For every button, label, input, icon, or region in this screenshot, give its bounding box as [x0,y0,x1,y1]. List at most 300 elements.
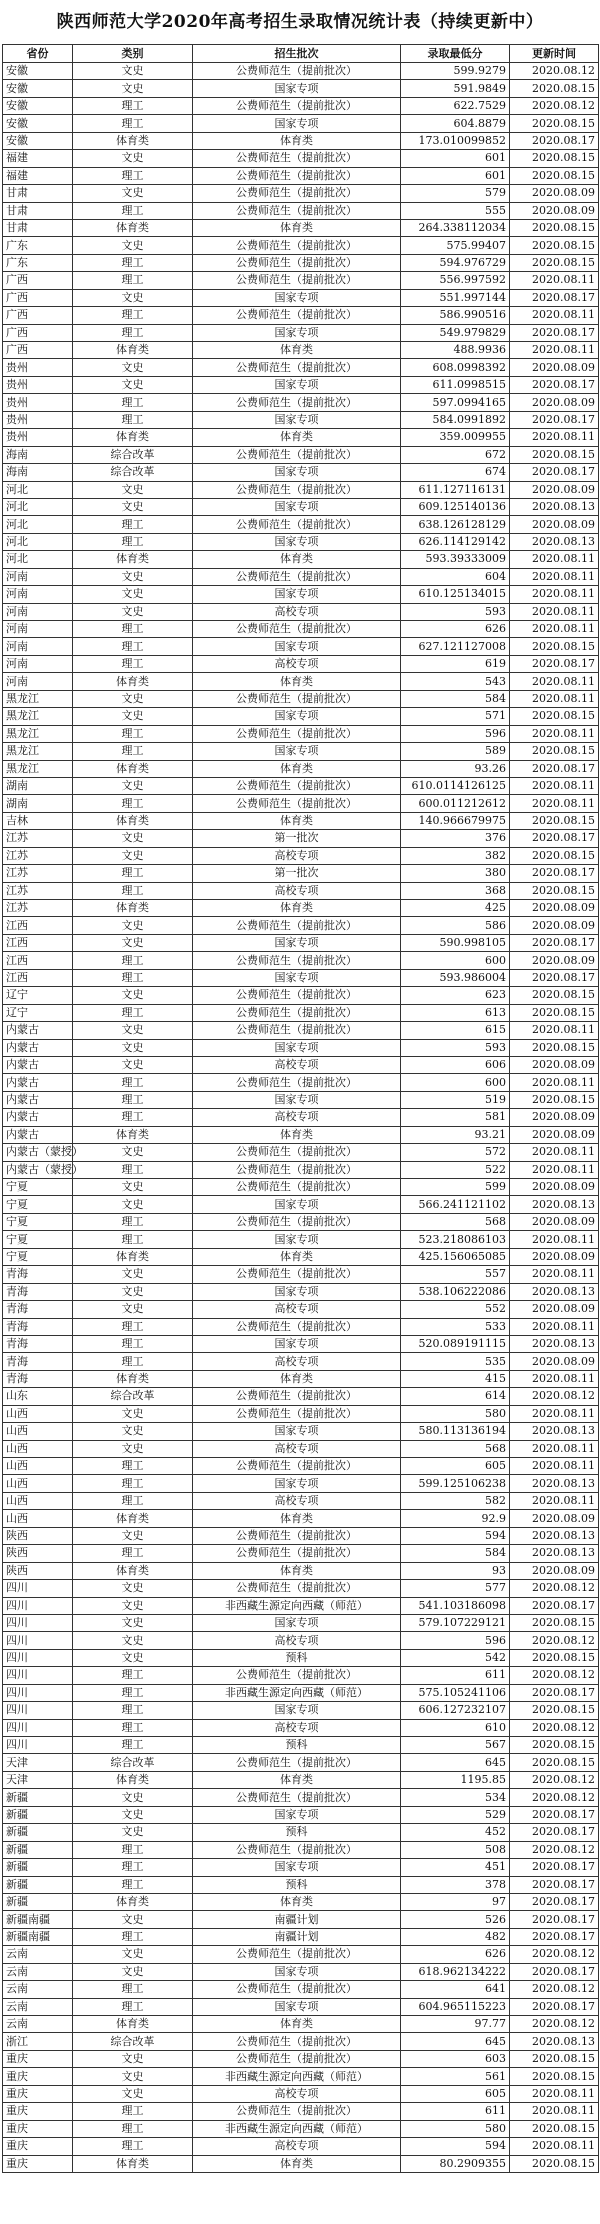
cell-category: 理工 [73,638,193,655]
cell-batch: 高校专项 [193,1632,401,1649]
cell-min-score: 368 [401,882,510,899]
cell-batch: 公费师范生（提前批次） [193,394,401,411]
table-row [3,865,599,882]
cell-batch: 国家专项 [193,289,401,306]
cell-update-time: 2020.08.17 [510,1597,599,1614]
cell-batch: 体育类 [193,1771,401,1788]
cell-province: 四川 [3,1632,73,1649]
cell-province: 安徽 [3,97,73,114]
cell-batch: 国家专项 [193,1231,401,1248]
cell-province: 广西 [3,289,73,306]
cell-min-score: 97 [401,1893,510,1910]
cell-min-score: 543 [401,673,510,690]
cell-province: 新疆 [3,1841,73,1858]
cell-category: 文史 [73,777,193,794]
cell-update-time: 2020.08.17 [510,132,599,149]
table-row [3,1335,599,1352]
cell-category: 理工 [73,1231,193,1248]
table-row [3,132,599,149]
cell-province: 青海 [3,1266,73,1283]
cell-update-time: 2020.08.09 [510,359,599,376]
cell-province: 湖南 [3,795,73,812]
table-row [3,638,599,655]
table-row [3,115,599,132]
table-row [3,1196,599,1213]
cell-min-score: 586 [401,917,510,934]
cell-batch: 公费师范生（提前批次） [193,1545,401,1562]
cell-batch: 公费师范生（提前批次） [193,777,401,794]
cell-batch: 预科 [193,1649,401,1666]
table-row [3,1841,599,1858]
cell-update-time: 2020.08.09 [510,1109,599,1126]
cell-batch: 国家专项 [193,1091,401,1108]
cell-province: 山西 [3,1510,73,1527]
table-row [3,1039,599,1056]
cell-province: 甘肃 [3,185,73,202]
cell-min-score: 645 [401,2033,510,2050]
table-row [3,1423,599,1440]
cell-min-score: 523.218086103 [401,1231,510,1248]
cell-category: 文史 [73,2050,193,2067]
cell-min-score: 526 [401,1911,510,1928]
table-row [3,1161,599,1178]
cell-category: 体育类 [73,1771,193,1788]
cell-batch: 公费师范生（提前批次） [193,1754,401,1771]
cell-update-time: 2020.08.15 [510,1039,599,1056]
cell-category: 理工 [73,1667,193,1684]
table-row [3,1510,599,1527]
cell-category: 文史 [73,708,193,725]
cell-update-time: 2020.08.15 [510,1649,599,1666]
cell-min-score: 380 [401,865,510,882]
cell-update-time: 2020.08.17 [510,324,599,341]
table-row [3,1963,599,1980]
cell-min-score: 623 [401,987,510,1004]
cell-category: 体育类 [73,429,193,446]
cell-min-score: 594 [401,1527,510,1544]
cell-province: 内蒙古 [3,1074,73,1091]
cell-update-time: 2020.08.13 [510,1423,599,1440]
cell-batch: 高校专项 [193,603,401,620]
cell-category: 体育类 [73,1370,193,1387]
header-category: 类别 [73,45,193,63]
table-row [3,289,599,306]
cell-province: 重庆 [3,2120,73,2137]
table-row [3,1179,599,1196]
table-row [3,307,599,324]
cell-batch: 国家专项 [193,934,401,951]
cell-batch: 国家专项 [193,1702,401,1719]
cell-min-score: 575.99407 [401,237,510,254]
cell-min-score: 627.121127008 [401,638,510,655]
cell-province: 青海 [3,1370,73,1387]
cell-batch: 公费师范生（提前批次） [193,446,401,463]
cell-update-time: 2020.08.17 [510,1876,599,1893]
cell-min-score: 376 [401,830,510,847]
cell-batch: 预科 [193,1824,401,1841]
cell-update-time: 2020.08.09 [510,1562,599,1579]
cell-min-score: 508 [401,1841,510,1858]
cell-batch: 高校专项 [193,1301,401,1318]
cell-category: 文史 [73,1301,193,1318]
cell-province: 河南 [3,655,73,672]
cell-category: 理工 [73,2103,193,2120]
cell-min-score: 482 [401,1928,510,1945]
table-row [3,1109,599,1126]
cell-province: 安徽 [3,132,73,149]
cell-category: 文史 [73,917,193,934]
cell-province: 山西 [3,1423,73,1440]
cell-min-score: 589 [401,743,510,760]
cell-category: 理工 [73,1335,193,1352]
cell-update-time: 2020.08.15 [510,219,599,236]
cell-province: 河北 [3,498,73,515]
cell-min-score: 557 [401,1266,510,1283]
table-row [3,882,599,899]
cell-batch: 国家专项 [193,533,401,550]
cell-min-score: 622.7529 [401,97,510,114]
cell-province: 甘肃 [3,219,73,236]
cell-batch: 公费师范生（提前批次） [193,167,401,184]
table-row [3,516,599,533]
cell-batch: 体育类 [193,812,401,829]
cell-update-time: 2020.08.17 [510,1928,599,1945]
cell-category: 体育类 [73,812,193,829]
cell-province: 四川 [3,1737,73,1754]
cell-category: 体育类 [73,760,193,777]
cell-batch: 公费师范生（提前批次） [193,690,401,707]
cell-batch: 体育类 [193,219,401,236]
cell-category: 体育类 [73,1248,193,1265]
cell-update-time: 2020.08.11 [510,272,599,289]
cell-province: 河南 [3,603,73,620]
table-row [3,1388,599,1405]
cell-province: 黑龙江 [3,743,73,760]
cell-update-time: 2020.08.15 [510,1702,599,1719]
cell-province: 内蒙古 [3,1022,73,1039]
table-row [3,1074,599,1091]
cell-min-score: 566.241121102 [401,1196,510,1213]
table-row [3,777,599,794]
cell-category: 理工 [73,725,193,742]
table-row [3,1126,599,1143]
table-header-row [3,45,599,63]
cell-province: 福建 [3,150,73,167]
cell-category: 文史 [73,1022,193,1039]
cell-batch: 体育类 [193,900,401,917]
cell-province: 贵州 [3,411,73,428]
cell-min-score: 606 [401,1056,510,1073]
cell-province: 四川 [3,1719,73,1736]
cell-province: 四川 [3,1684,73,1701]
cell-min-score: 584 [401,690,510,707]
cell-update-time: 2020.08.11 [510,1144,599,1161]
cell-category: 体育类 [73,1893,193,1910]
table-row [3,795,599,812]
cell-min-score: 568 [401,1213,510,1230]
cell-province: 辽宁 [3,1004,73,1021]
cell-batch: 国家专项 [193,115,401,132]
cell-min-score: 538.106222086 [401,1283,510,1300]
cell-province: 江西 [3,917,73,934]
cell-update-time: 2020.08.09 [510,202,599,219]
cell-batch: 高校专项 [193,2138,401,2155]
cell-category: 文史 [73,603,193,620]
cell-update-time: 2020.08.12 [510,2016,599,2033]
cell-category: 理工 [73,1928,193,1945]
cell-batch: 体育类 [193,673,401,690]
cell-batch: 体育类 [193,2155,401,2172]
cell-category: 文史 [73,1963,193,1980]
cell-update-time: 2020.08.12 [510,1789,599,1806]
cell-province: 四川 [3,1614,73,1631]
cell-batch: 非西藏生源定向西藏（师范） [193,2120,401,2137]
cell-province: 宁夏 [3,1248,73,1265]
cell-batch: 公费师范生（提前批次） [193,272,401,289]
cell-update-time: 2020.08.09 [510,917,599,934]
cell-category: 综合改革 [73,446,193,463]
cell-category: 综合改革 [73,1388,193,1405]
cell-category: 理工 [73,1981,193,1998]
cell-update-time: 2020.08.13 [510,1475,599,1492]
cell-batch: 公费师范生（提前批次） [193,725,401,742]
table-row [3,1824,599,1841]
cell-category: 文史 [73,1056,193,1073]
cell-category: 理工 [73,882,193,899]
table-row [3,464,599,481]
cell-min-score: 93 [401,1562,510,1579]
cell-province: 四川 [3,1667,73,1684]
table-row [3,1056,599,1073]
cell-update-time: 2020.08.17 [510,969,599,986]
cell-province: 重庆 [3,2050,73,2067]
cell-province: 宁夏 [3,1196,73,1213]
cell-batch: 体育类 [193,1510,401,1527]
table-row [3,254,599,271]
cell-update-time: 2020.08.09 [510,952,599,969]
cell-min-score: 520.089191115 [401,1335,510,1352]
cell-category: 理工 [73,1684,193,1701]
table-row [3,655,599,672]
cell-update-time: 2020.08.15 [510,2120,599,2137]
cell-category: 文史 [73,80,193,97]
cell-batch: 公费师范生（提前批次） [193,1022,401,1039]
cell-min-score: 92.9 [401,1510,510,1527]
cell-update-time: 2020.08.17 [510,1859,599,1876]
table-row [3,1458,599,1475]
cell-min-score: 615 [401,1022,510,1039]
cell-province: 陕西 [3,1562,73,1579]
cell-update-time: 2020.08.17 [510,830,599,847]
cell-update-time: 2020.08.15 [510,2155,599,2172]
cell-update-time: 2020.08.17 [510,289,599,306]
cell-batch: 公费师范生（提前批次） [193,2103,401,2120]
cell-category: 文史 [73,1946,193,1963]
cell-batch: 国家专项 [193,498,401,515]
cell-province: 安徽 [3,115,73,132]
cell-category: 理工 [73,1719,193,1736]
cell-category: 文史 [73,1440,193,1457]
cell-batch: 公费师范生（提前批次） [193,1161,401,1178]
cell-min-score: 581 [401,1109,510,1126]
table-row [3,1946,599,1963]
cell-min-score: 604.8879 [401,115,510,132]
cell-batch: 国家专项 [193,1039,401,1056]
cell-batch: 国家专项 [193,464,401,481]
cell-batch: 高校专项 [193,655,401,672]
cell-min-score: 568 [401,1440,510,1457]
table-row [3,185,599,202]
cell-category: 文史 [73,1806,193,1823]
cell-min-score: 534 [401,1789,510,1806]
cell-category: 文史 [73,1144,193,1161]
cell-category: 文史 [73,1196,193,1213]
cell-update-time: 2020.08.09 [510,1353,599,1370]
cell-category: 理工 [73,1004,193,1021]
cell-province: 河北 [3,481,73,498]
cell-update-time: 2020.08.11 [510,621,599,638]
cell-province: 重庆 [3,2138,73,2155]
cell-province: 江苏 [3,847,73,864]
cell-min-score: 597.0994165 [401,394,510,411]
cell-province: 贵州 [3,359,73,376]
table-row [3,533,599,550]
table-row [3,1597,599,1614]
cell-batch: 公费师范生（提前批次） [193,2033,401,2050]
cell-update-time: 2020.08.12 [510,1841,599,1858]
cell-update-time: 2020.08.12 [510,1632,599,1649]
table-row [3,1545,599,1562]
cell-batch: 国家专项 [193,1998,401,2015]
cell-min-score: 599 [401,1179,510,1196]
cell-min-score: 93.21 [401,1126,510,1143]
cell-batch: 公费师范生（提前批次） [193,1318,401,1335]
cell-category: 理工 [73,533,193,550]
cell-update-time: 2020.08.11 [510,1458,599,1475]
cell-province: 天津 [3,1771,73,1788]
cell-category: 理工 [73,1213,193,1230]
table-row [3,603,599,620]
cell-min-score: 541.103186098 [401,1597,510,1614]
cell-province: 新疆南疆 [3,1928,73,1945]
table-row [3,969,599,986]
cell-category: 理工 [73,1109,193,1126]
cell-batch: 体育类 [193,551,401,568]
cell-batch: 高校专项 [193,1353,401,1370]
cell-update-time: 2020.08.17 [510,411,599,428]
cell-category: 文史 [73,568,193,585]
cell-province: 海南 [3,464,73,481]
cell-category: 理工 [73,969,193,986]
table-row [3,952,599,969]
cell-min-score: 618.962134222 [401,1963,510,1980]
table-row [3,2103,599,2120]
table-row [3,2050,599,2067]
cell-province: 青海 [3,1283,73,1300]
cell-batch: 公费师范生（提前批次） [193,1458,401,1475]
table-row [3,1614,599,1631]
cell-category: 文史 [73,1789,193,1806]
cell-update-time: 2020.08.12 [510,1388,599,1405]
cell-update-time: 2020.08.09 [510,394,599,411]
cell-category: 理工 [73,2120,193,2137]
table-row [3,1998,599,2015]
table-row [3,1231,599,1248]
cell-province: 内蒙古 [3,1056,73,1073]
cell-min-score: 611 [401,2103,510,2120]
table-row [3,1475,599,1492]
table-row [3,1632,599,1649]
table-row [3,1527,599,1544]
cell-update-time: 2020.08.17 [510,464,599,481]
cell-category: 文史 [73,1614,193,1631]
cell-update-time: 2020.08.11 [510,673,599,690]
cell-category: 体育类 [73,2155,193,2172]
cell-category: 理工 [73,97,193,114]
cell-min-score: 608.0998392 [401,359,510,376]
table-row [3,342,599,359]
table-row [3,272,599,289]
cell-min-score: 561 [401,2068,510,2085]
cell-min-score: 551.997144 [401,289,510,306]
cell-province: 四川 [3,1580,73,1597]
cell-province: 新疆 [3,1806,73,1823]
cell-min-score: 1195.85 [401,1771,510,1788]
cell-min-score: 600.011212612 [401,795,510,812]
cell-category: 体育类 [73,551,193,568]
cell-province: 内蒙古 [3,1126,73,1143]
cell-min-score: 619 [401,655,510,672]
table-row [3,150,599,167]
header-province: 省份 [3,45,73,63]
cell-min-score: 603 [401,2050,510,2067]
table-row [3,1859,599,1876]
cell-min-score: 584.0991892 [401,411,510,428]
cell-batch: 公费师范生（提前批次） [193,1266,401,1283]
table-row [3,847,599,864]
cell-province: 河南 [3,621,73,638]
table-row [3,1248,599,1265]
cell-update-time: 2020.08.11 [510,1231,599,1248]
cell-category: 文史 [73,237,193,254]
cell-batch: 体育类 [193,132,401,149]
cell-batch: 公费师范生（提前批次） [193,2050,401,2067]
header-batch: 招生批次 [193,45,401,63]
cell-update-time: 2020.08.17 [510,1684,599,1701]
cell-province: 云南 [3,2016,73,2033]
cell-min-score: 582 [401,1492,510,1509]
cell-update-time: 2020.08.09 [510,1248,599,1265]
cell-min-score: 529 [401,1806,510,1823]
cell-category: 理工 [73,1998,193,2015]
table-row [3,2085,599,2102]
cell-batch: 公费师范生（提前批次） [193,795,401,812]
cell-category: 理工 [73,1475,193,1492]
cell-update-time: 2020.08.17 [510,1893,599,1910]
cell-category: 文史 [73,481,193,498]
table-row [3,1667,599,1684]
cell-province: 新疆 [3,1893,73,1910]
cell-min-score: 593.39333009 [401,551,510,568]
cell-category: 文史 [73,1527,193,1544]
cell-min-score: 593.986004 [401,969,510,986]
cell-category: 文史 [73,1649,193,1666]
cell-province: 安徽 [3,63,73,80]
cell-update-time: 2020.08.13 [510,533,599,550]
cell-province: 河南 [3,638,73,655]
cell-min-score: 549.979829 [401,324,510,341]
table-row [3,1737,599,1754]
